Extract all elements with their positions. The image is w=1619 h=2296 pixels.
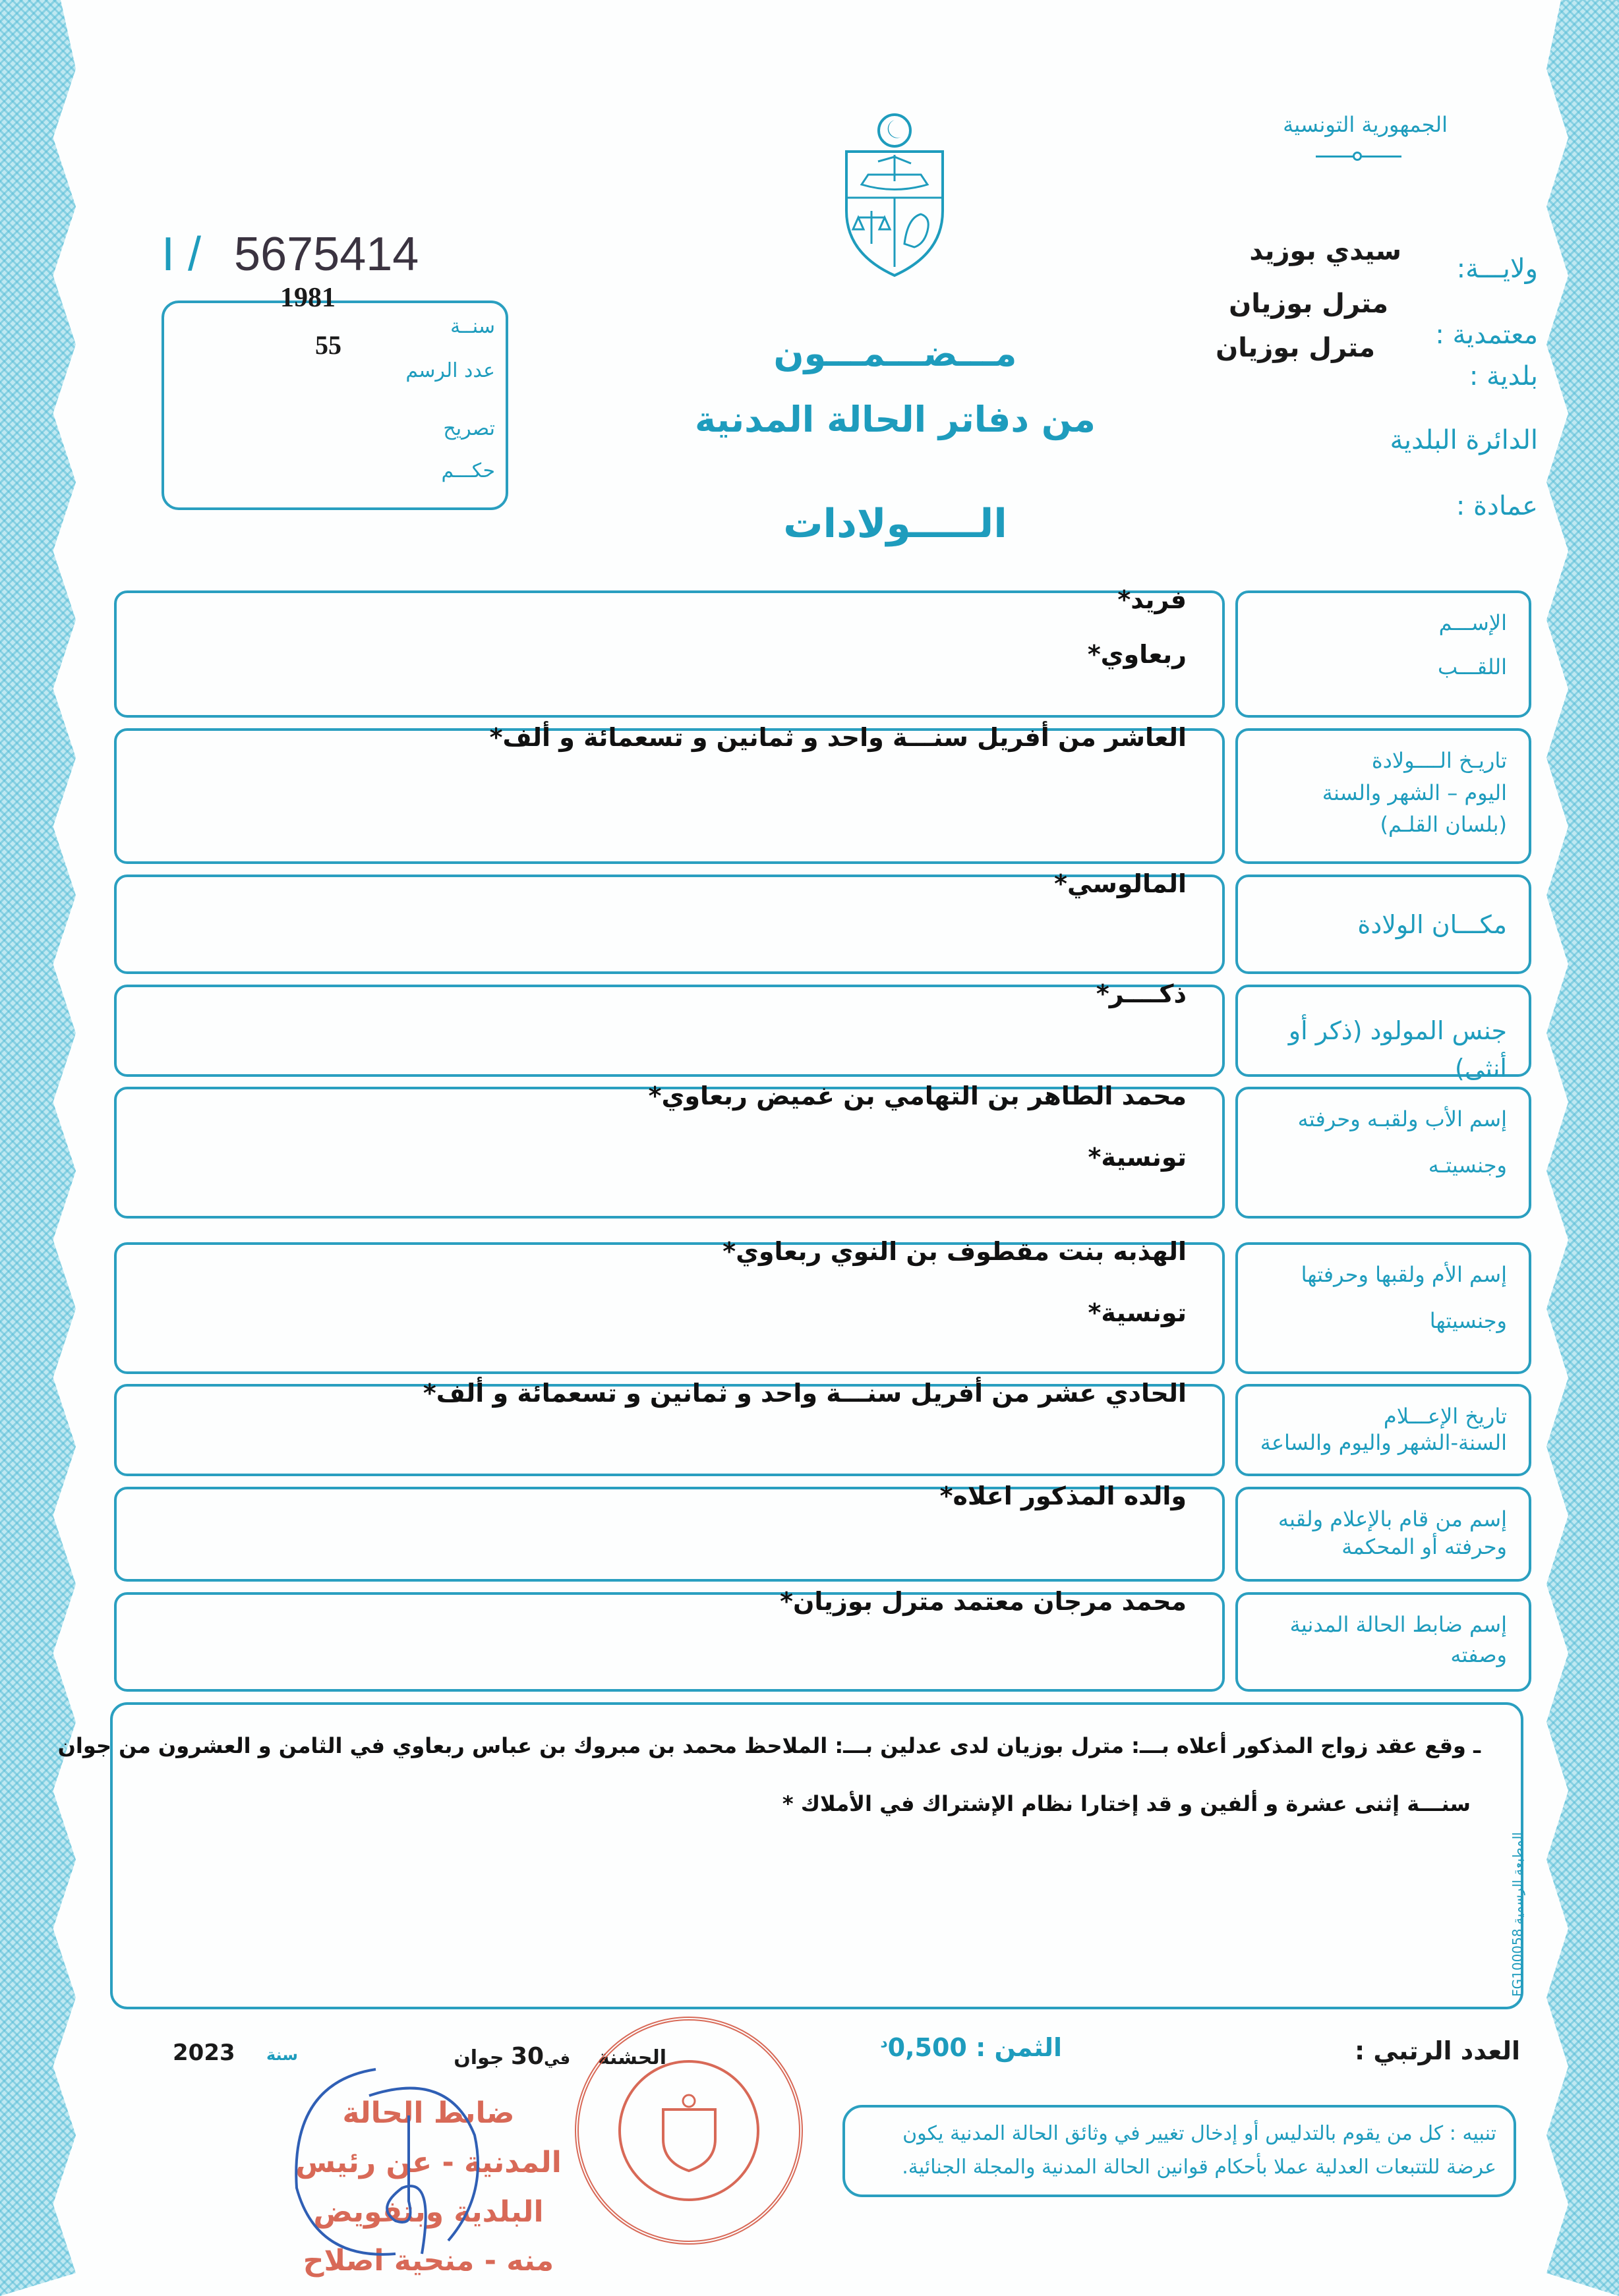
record-year-label: سنــة [450, 315, 495, 338]
price-value: 0,500 [887, 2033, 967, 2062]
serial-prefix: I / [162, 228, 202, 281]
record-year-value: 1981 [280, 283, 336, 313]
row-label-1: تاريـخ الــــولادة [1371, 748, 1507, 773]
municipality-label: بلدية : [1469, 361, 1538, 391]
row-label-1: جنس المولود (ذكر أو أنثى) [1288, 1016, 1507, 1083]
title-summary: مـــضـــمـــون [773, 333, 1017, 374]
seal-emblem-icon [658, 2093, 721, 2172]
republic-heading: الجمهورية التونسية [1283, 112, 1448, 137]
price-label: الثمن : [976, 2033, 1062, 2062]
officer-stamp: ضابط الحالة المدنية - عن رئيس البلدية وبتفويض منه - منحية اصلاح [295, 2096, 562, 2278]
governorate-value: سيدي بوزيد [1249, 236, 1401, 266]
row-label-1: مكـــان الولادة [1357, 909, 1507, 939]
row-value-box [114, 590, 1225, 718]
price [880, 2033, 1062, 2062]
row-label-2: اليوم – الشهر والسنة [1322, 780, 1507, 805]
delegation-value: مترل بوزيان [1229, 289, 1388, 319]
imada-label: عمادة : [1456, 491, 1538, 521]
row-label-3: (بلسان القلـم) [1380, 812, 1507, 838]
row-value-1: فريد* [1117, 585, 1187, 614]
title-registers: من دفاتر الحالة المدنية [695, 399, 1096, 440]
row-value-1: محمد الطاهر بن التهامي بن غميض ربعاوي* [648, 1081, 1187, 1110]
municipal-seal-stamp [575, 2017, 803, 2245]
row-label-2: اللقـــب [1438, 654, 1507, 679]
row-value-1: العاشر من أفريل سنـــة واحد و ثمانين و تسعمائة و ألف* [489, 723, 1187, 752]
row-value-1: المالوسي* [1054, 869, 1187, 898]
record-number-value: 55 [315, 330, 341, 360]
declaration-label: تصريح [443, 417, 495, 440]
row-label-1: إسم من قام بالإعلام ولقبه [1278, 1507, 1507, 1532]
signature-icon [277, 2056, 554, 2280]
issue-place: الحشنة [597, 2046, 666, 2069]
judgment-label: حكـــم [441, 459, 495, 482]
serial-number: 5675414 [234, 228, 419, 281]
record-number-label: عدد الرسم [405, 359, 495, 382]
district-label: الدائرة البلدية [1390, 425, 1538, 455]
row-label-1: الإســـم [1438, 610, 1507, 635]
date-day: 30 [510, 2043, 545, 2070]
marginal-note-line1: ـ وقع عقد زواج المذكور أعلاه بـــ: مترل بوزيان لدى عدلين بـــ: الملاحظ محمد بن مبروك بن عباس ربعاوي في الثامن و العشرون من جوان [57, 1733, 1481, 1758]
delegation-label: معتمدية : [1435, 320, 1538, 350]
governorate-label: ولايـــة: [1456, 254, 1538, 284]
row-label-1: إسم الأب ولقبـه وحرفته [1297, 1106, 1507, 1132]
municipality-value: مترل بوزيان [1216, 333, 1375, 363]
row-label-1: إسم ضابط الحالة المدنية [1289, 1612, 1507, 1637]
row-value-1: ذكــــر* [1096, 979, 1187, 1008]
row-label-1: تاريخ الإعـــلام [1383, 1404, 1507, 1429]
row-label-2: السنة-الشهر واليوم والساعة [1260, 1430, 1507, 1455]
marginal-note-line2: سنـــة إثنى عشرة و ألفين و قد إختارا نظام الإشتراك في الأملاك * [782, 1791, 1471, 1816]
row-value-2: تونسية* [1088, 1143, 1187, 1172]
row-value-2: تونسية* [1088, 1298, 1187, 1327]
year-value: 2023 [173, 2040, 235, 2066]
title-births: الـــــولادات [783, 501, 1007, 547]
row-label-2: وصفته [1450, 1642, 1507, 1667]
date-month: جوان [454, 2046, 504, 2069]
printer-mark: المطبعة الرسمية FG100058 [1510, 1832, 1525, 1997]
row-label-1: إسم الأم ولقبها وحرفتها [1301, 1262, 1507, 1287]
row-value-1: الحادي عشر من أفريل سنـــة واحد و ثمانين و تسعمائة و ألف* [423, 1379, 1187, 1408]
warning-text: تنبيه : كل من يقوم بالتدليس أو إدخال تغيير في وثائق الحالة المدنية يكون عرضة للتتبعات العدلية عملا بأحكام قوانين الحالة المدنية والمجلة الجنائية. [902, 2122, 1496, 2179]
year-label: سنة [266, 2046, 298, 2064]
coat-of-arms-icon [839, 112, 951, 280]
row-value-2: ربعاوي* [1087, 640, 1187, 669]
row-label-2: وجنسيتـه [1428, 1153, 1507, 1178]
row-value-1: الهذبه بنت مقطوف بن النوي ربعاوي* [722, 1237, 1187, 1266]
date-prefix: في [544, 2050, 571, 2068]
serial-order-label: العدد الرتبي : [1354, 2036, 1520, 2065]
row-label-2: وحرفته أو المحكمة [1341, 1534, 1507, 1559]
row-label-2: وجنسيتها [1429, 1308, 1507, 1333]
price-unit: د [880, 2034, 888, 2052]
row-value-1: محمد مرجان معتمد مترل بوزيان* [780, 1587, 1187, 1616]
divider [1316, 156, 1401, 158]
row-value-box [114, 985, 1225, 1077]
row-value-1: والده المذكور اعلاه* [939, 1481, 1187, 1510]
